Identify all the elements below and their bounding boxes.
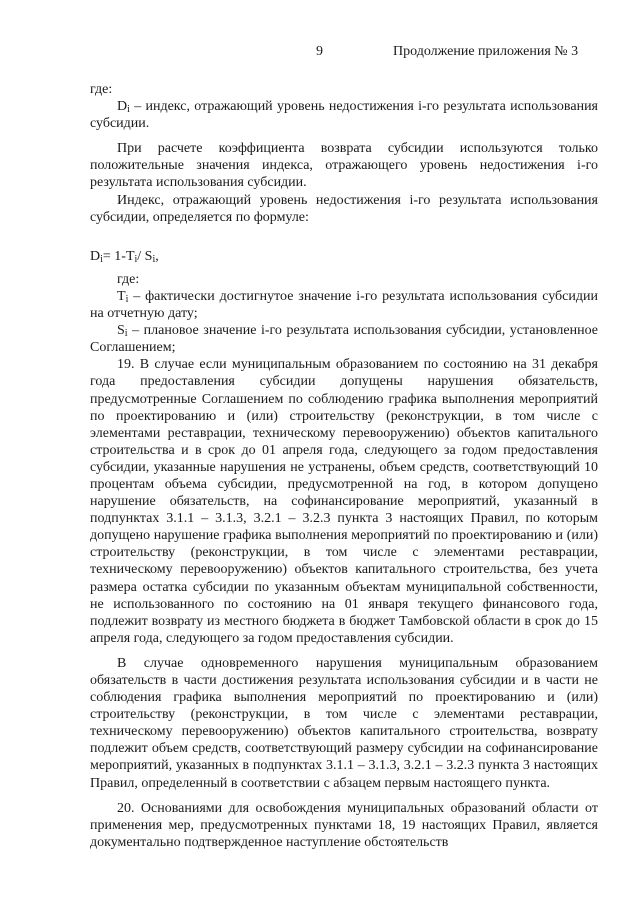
var-s-sub: i xyxy=(124,328,128,340)
appendix-label: Продолжение приложения № 3 xyxy=(393,44,579,59)
definition-s-text: – плановое значение i-го результата использования субсидии, установленное Соглашением; xyxy=(90,323,598,356)
paragraph-where-2: где: xyxy=(117,271,140,287)
paragraph-simultaneous-violation: В случае одновременного нарушения муниципальным образованием обязательств в части достижения результата использования субсидии и в части не соблюдения графика выполнения мероприятий по проектированию и (или) строительству (реконструкции, в том числе с элементами реставрации, техническому перевооружению) объектов капитального строительства, возврату подлежит объем средств, соответствующий размеру субсидии на софинансирование мероприятий, указанных в подпунктах 3.1.1 – 3.1.3, 3.2.1 – 3.2.3 пункта 3 настоящих Правил, определенный в соответствии с абзацем первым настоящего пункта. xyxy=(90,655,598,791)
var-t-sub: i xyxy=(125,293,129,305)
paragraph-definition-d xyxy=(90,98,598,132)
paragraph-coefficient-note: При расчете коэффициента возврата субсидии используются только положительные значения индекса, отражающего уровень недостижения i-го результата использования субсидии. xyxy=(90,141,598,191)
page-header xyxy=(0,44,640,62)
paragraph-index-formula-intro: Индекс, отражающий уровень недостижения i-го результата использования субсидии, определяется по формуле: xyxy=(90,192,598,225)
var-t: T xyxy=(117,288,126,304)
document-body xyxy=(90,81,598,851)
paragraph-where-1: где: xyxy=(90,82,113,97)
var-d-sub: i xyxy=(127,104,130,116)
definition-d-text: – индекс, отражающий уровень недостижения i-го результата использования субсидии. xyxy=(90,99,598,132)
page-number: 9 xyxy=(316,44,323,59)
paragraph-definition-t xyxy=(90,288,598,322)
var-d: D xyxy=(117,99,128,115)
formula: $D_i= 1-T_i/$ $S_i$, xyxy=(90,248,159,265)
paragraph-clause-20: 20. Основаниями для освобождения муниципальных образований области от применения мер, предусмотренных пунктами 18, 19 настоящих Правил, является документально подтвержденное наступление обстоятельств xyxy=(90,800,598,850)
definition-t-text: – фактически достигнутое значение i-го результата использования субсидии на отчетную дату; xyxy=(90,288,598,322)
var-s: S xyxy=(117,323,125,339)
paragraph-definition-s xyxy=(90,322,598,356)
paragraph-clause-19: 19. В случае если муниципальным образованием по состоянию на 31 декабря года предоставления субсидии допущены нарушения обязательств, предусмотренные Соглашением по соблюдению графика выполнения мероприятий по проектированию и (или) строительству (реконструкции, в том числе с элементами реставрации, техническому перевооружению) объектов капитального строительства и в срок до 01 апреля года, следующего за годом предоставления субсидии, указанные нарушения не устранены, объем средств, соответствующий 10 процентам объема субсидии, предусмотренной на год, в котором допущено нарушение обязательств, на софинансирование мероприятий, указанный в подпунктах 3.1.1 – 3.1.3, 3.2.1 – 3.2.3 пункта 3 настоящих Правил, по которым допущено нарушение графика выполнения мероприятий по проектированию и (или) строительству (реконструкции, в том числе с элементами реставрации, техническому перевооружению) объектов капитального строительства, без учета размера остатка субсидии по указанным объектам муниципальной собственности, не использованного по состоянию на 01 января текущего финансового года, подлежит возврату из местного бюджета в бюджет Тамбовской области в срок до 15 апреля года, следующего за годом предоставления субсидии. xyxy=(90,357,598,646)
